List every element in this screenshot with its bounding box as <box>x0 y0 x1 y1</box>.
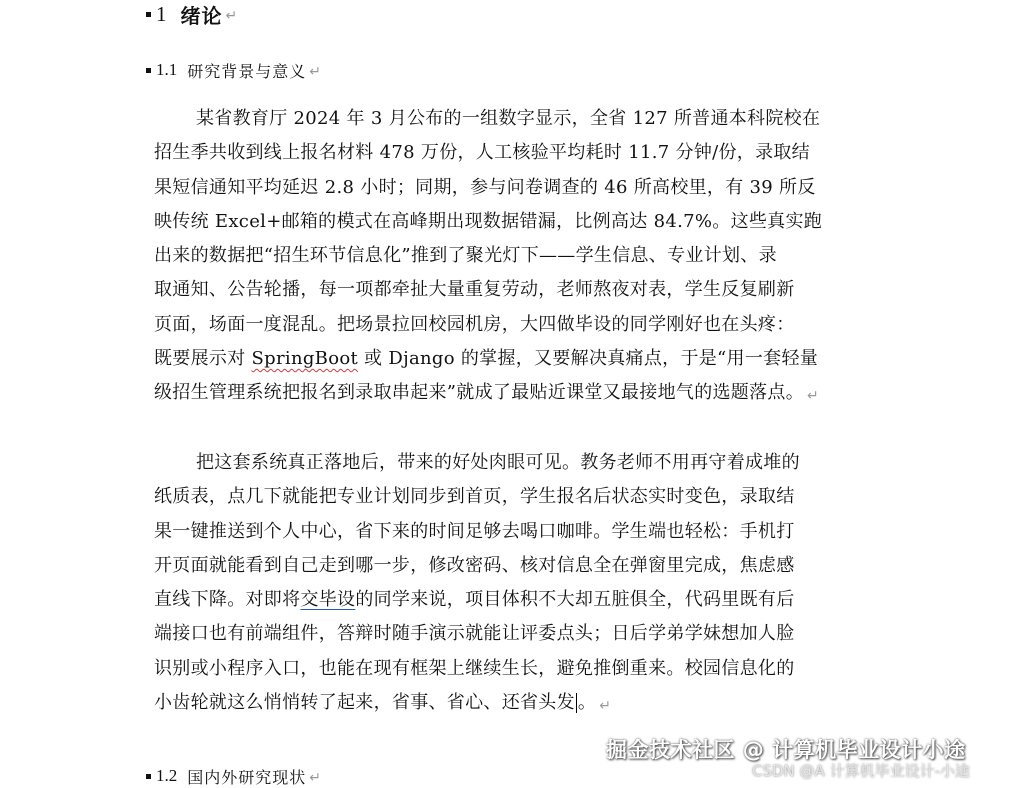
heading-1-1 <box>146 58 321 82</box>
heading-number: 1.1 <box>156 60 178 79</box>
body-paragraph-1 <box>154 102 894 411</box>
outline-bullet-icon <box>146 774 151 779</box>
paragraph-line: 纸质表，点几下就能把专业计划同步到首页，学生报名后状态实时变色，录取结 <box>154 486 795 508</box>
heading-number: 1.2 <box>156 766 178 785</box>
paragraph-line: 招生季共收到线上报名材料 478 万份，人工核验平均耗时 11.7 分钟/份，录取结 <box>154 142 810 164</box>
text-run: 。 <box>577 692 597 714</box>
text-cursor[interactable] <box>576 693 577 713</box>
watermark-csdn: CSDN @A 计算机毕业设计-小途 <box>752 762 970 780</box>
paragraph-line: 端接口也有前端组件，答辩时随手演示就能让评委点头；日后学弟学妹想加人脸 <box>154 623 795 645</box>
heading-title: 研究背景与意义 <box>187 61 307 81</box>
watermark-juejin: 掘金技术社区 @ 计算机毕业设计小途 <box>606 738 966 762</box>
paragraph-line: 取通知、公告轮播，每一项都牵扯大量重复劳动，老师熬夜对表，学生反复刷新 <box>154 279 795 301</box>
heading-number: 1 <box>156 1 167 26</box>
paragraph-line: 页面，场面一度混乱。把场景拉回校园机房，大四做毕设的同学刚好也在头疼： <box>154 313 795 335</box>
text-run: 直线下降。对即将 <box>154 589 301 611</box>
paragraph-line <box>154 686 894 720</box>
text-run: 级招生管理系统把报名到录取串起来”就成了最贴近课堂又最接地气的选题落点。 <box>154 382 804 404</box>
paragraph-line <box>154 342 894 376</box>
paragraph-line <box>154 583 894 617</box>
paragraph-line <box>154 376 894 410</box>
paragraph-line: 开页面就能看到自己走到哪一步，修改密码、核对信息全在弹窗里完成，焦虑感 <box>154 554 795 576</box>
text-run: 或 Django 的掌握，又要解决真痛点，于是“用一套轻量 <box>358 348 819 370</box>
outline-bullet-icon <box>146 68 151 73</box>
paragraph-line: 某省教育厅 2024 年 3 月公布的一组数字显示，全省 127 所普通本科院校在 <box>196 108 821 129</box>
grammar-flagged-word: 交毕设 <box>300 589 356 611</box>
paragraph-line: 识别或小程序入口，也能在现有框架上继续生长，避免推倒重来。校园信息化的 <box>154 657 795 679</box>
text-run: 既要展示对 <box>154 348 252 370</box>
heading-title: 国内外研究现状 <box>187 767 307 787</box>
outline-bullet-icon <box>146 12 151 17</box>
heading-1 <box>146 0 237 28</box>
paragraph-line: 出来的数据把“招生环节信息化”推到了聚光灯下——学生信息、专业计划、录 <box>154 245 777 267</box>
paragraph-mark-icon: ↵ <box>807 388 820 405</box>
paragraph-line: 把这套系统真正落地后，带来的好处肉眼可见。教务老师不用再守着成堆的 <box>196 452 800 473</box>
paragraph-line: 果一键推送到个人中心，省下来的时间足够去喝口咖啡。学生端也轻松：手机打 <box>154 520 795 542</box>
spellcheck-flagged-word: SpringBoot <box>251 348 358 370</box>
paragraph-line: 映传统 Excel+邮箱的模式在高峰期出现数据错漏，比例高达 84.7%。这些真实跑 <box>154 210 823 232</box>
text-run: 小齿轮就这么悄悄转了起来，省事、省心、还省头发 <box>154 692 575 714</box>
heading-1-2 <box>146 764 321 788</box>
paragraph-mark-icon: ↵ <box>599 698 612 715</box>
body-paragraph-2 <box>154 446 894 720</box>
paragraph-mark-icon: ↵ <box>309 64 321 80</box>
paragraph-mark-icon: ↵ <box>225 8 238 24</box>
paragraph-line: 果短信通知平均延迟 2.8 小时；同期，参与问卷调查的 46 所高校里，有 39 所反 <box>154 176 816 198</box>
text-run: 的同学来说，项目体积不大却五脏俱全，代码里既有后 <box>355 589 795 611</box>
heading-title: 绪论 <box>180 3 223 28</box>
paragraph-mark-icon: ↵ <box>309 770 321 786</box>
